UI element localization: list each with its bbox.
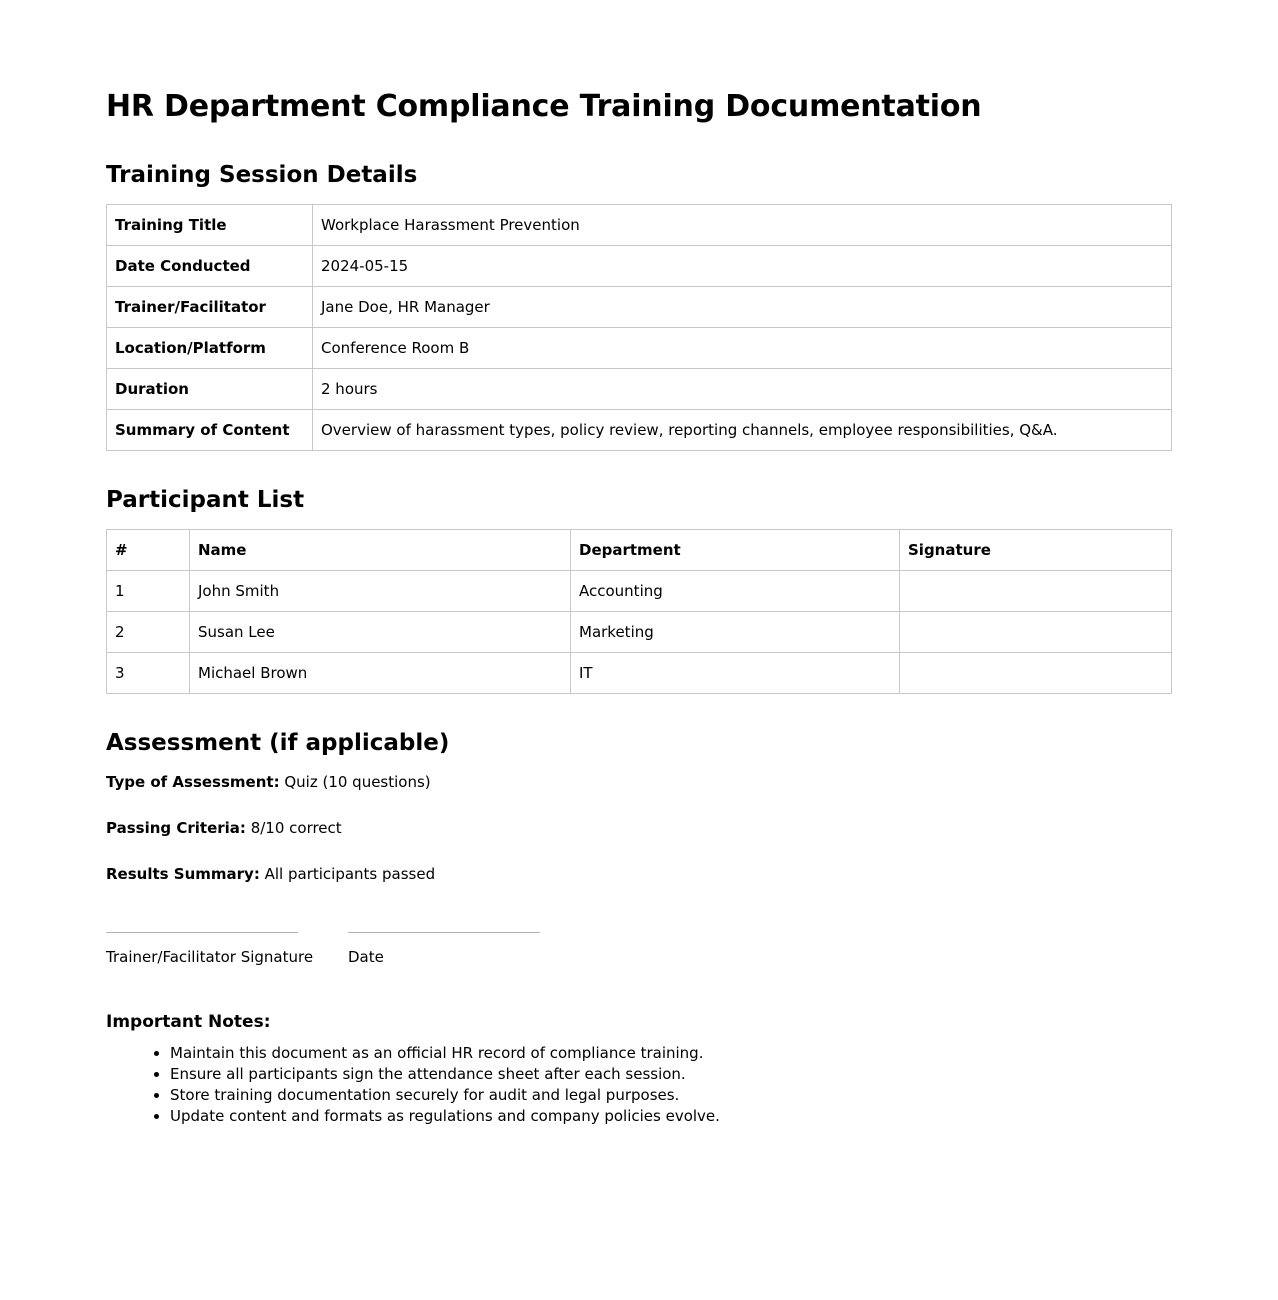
results-summary-label: Results Summary: [106,865,260,883]
list-item: • Maintain this document as an official HR record of compliance training. [170,1043,1172,1064]
participant-department: IT [571,653,900,694]
table-row [107,205,1172,246]
row-value: Jane Doe, HR Manager [313,287,1172,328]
participant-signature [900,571,1172,612]
table-row [107,612,1172,653]
session-details-table [106,204,1172,451]
training-session-details [106,160,1172,451]
participant-list [106,485,1172,694]
table-row [107,287,1172,328]
list-item: • Update content and formats as regulations and company policies evolve. [170,1106,1172,1127]
table-row [107,571,1172,612]
signature-line [106,932,298,933]
participant-list-heading: Participant List [106,487,305,513]
signature-line [348,932,540,933]
table-header-row [107,530,1172,571]
column-header-name: Name [190,530,571,571]
participant-name: Michael Brown [190,653,571,694]
participant-number: 2 [107,612,190,653]
participant-signature [900,653,1172,694]
row-label: Training Title [107,205,313,246]
list-item: • Ensure all participants sign the attendance sheet after each session. [170,1064,1172,1085]
table-row [107,328,1172,369]
assessment-type-label: Type of Assessment: [106,773,280,791]
passing-criteria-value: 8/10 correct [250,819,342,837]
row-value: 2024-05-15 [313,246,1172,287]
important-notes [106,1011,1172,1127]
participant-name: John Smith [190,571,571,612]
session-details-heading: Training Session Details [106,162,418,188]
column-header-number: # [107,530,190,571]
assessment-type [106,772,1172,792]
date-signature-field [348,932,540,967]
row-label: Summary of Content [107,410,313,451]
row-value: Workplace Harassment Prevention [313,205,1172,246]
assessment-section [106,728,1172,884]
results-summary [106,864,1172,884]
participant-name: Susan Lee [190,612,571,653]
trainer-signature-label: Trainer/Facilitator Signature [106,948,314,966]
table-row [107,410,1172,451]
table-row [107,369,1172,410]
participant-table [106,529,1172,694]
row-label: Date Conducted [107,246,313,287]
column-header-department: Department [571,530,900,571]
participant-number: 1 [107,571,190,612]
participant-signature [900,612,1172,653]
column-header-signature: Signature [900,530,1172,571]
row-label: Trainer/Facilitator [107,287,313,328]
passing-criteria-label: Passing Criteria: [106,819,246,837]
date-label: Date [348,948,384,966]
row-value: Overview of harassment types, policy review, reporting channels, employee responsibilities, Q&A. [313,410,1172,451]
notes-list [106,1043,1172,1127]
row-value: 2 hours [313,369,1172,410]
assessment-heading: Assessment (if applicable) [106,730,450,756]
table-row [107,653,1172,694]
page-title: HR Department Compliance Training Documentation [106,89,982,124]
results-summary-value: All participants passed [264,865,436,883]
assessment-type-value: Quiz (10 questions) [284,773,431,791]
row-label: Duration [107,369,313,410]
row-value: Conference Room B [313,328,1172,369]
participant-department: Accounting [571,571,900,612]
list-item: • Store training documentation securely for audit and legal purposes. [170,1085,1172,1106]
passing-criteria [106,818,1172,838]
row-label: Location/Platform [107,328,313,369]
trainer-signature-field [106,932,314,967]
notes-heading: Important Notes: [106,1012,271,1032]
signature-block [106,932,1172,967]
participant-number: 3 [107,653,190,694]
table-row [107,246,1172,287]
participant-department: Marketing [571,612,900,653]
